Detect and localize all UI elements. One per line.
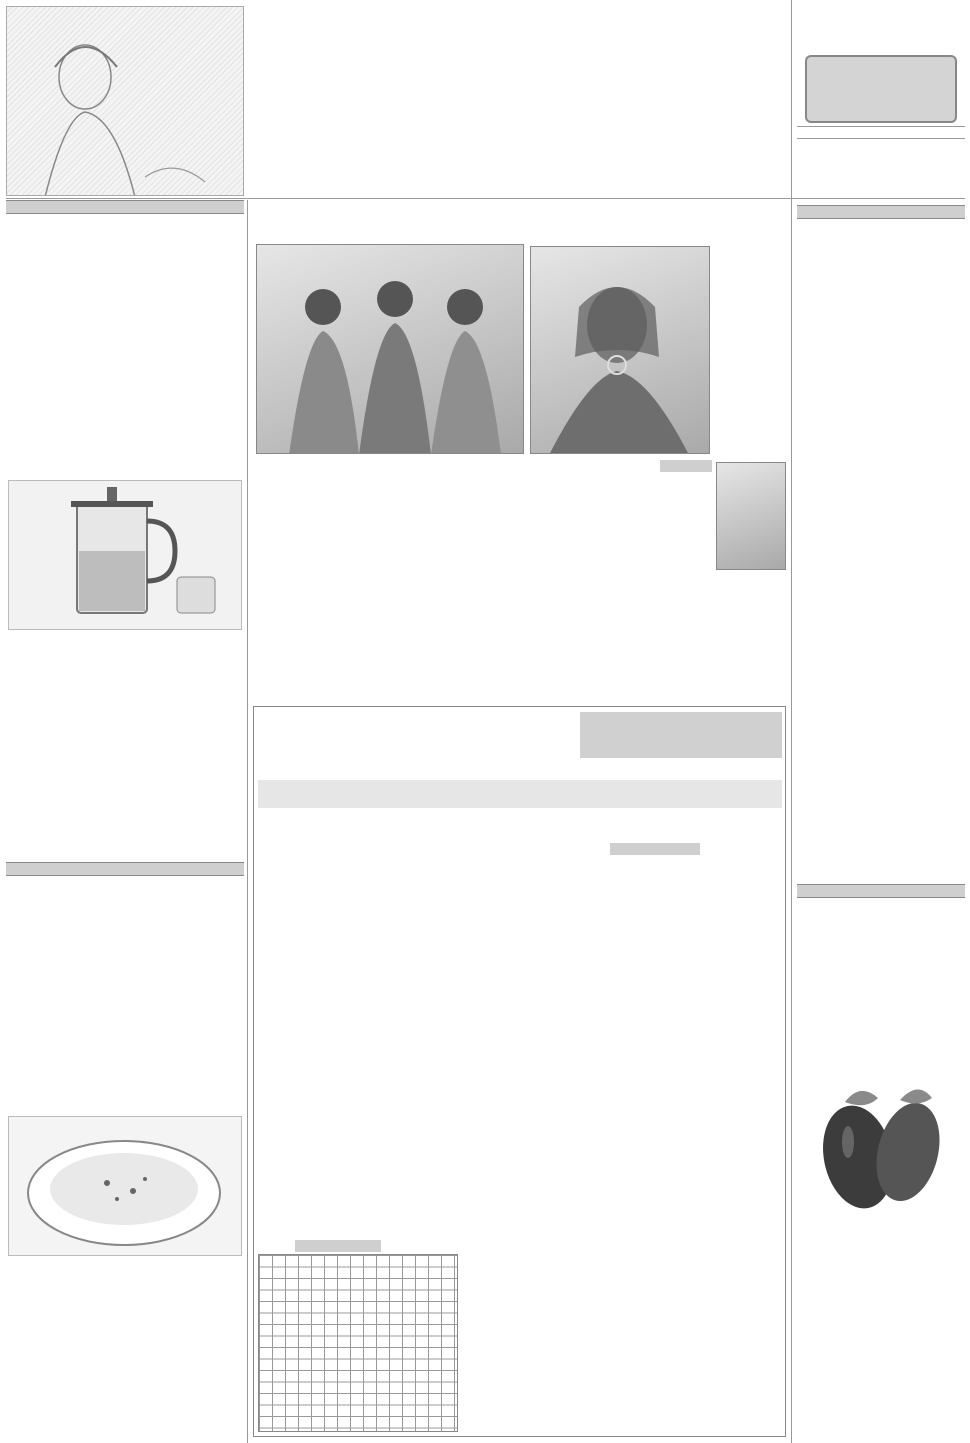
section-label-kitchen <box>6 862 244 876</box>
puzzle-label <box>610 843 700 855</box>
divider <box>6 198 965 199</box>
top-article-col1 <box>525 40 785 140</box>
crossword-grid[interactable] <box>283 866 571 1156</box>
article-title-eggplant <box>797 904 965 950</box>
article-body-eggplant <box>797 954 965 1050</box>
report-label <box>660 460 712 472</box>
crossword-title <box>580 712 782 758</box>
crossword-winner <box>580 760 782 776</box>
abgoosht-image <box>8 1116 242 1256</box>
caption-lehenga <box>715 575 787 695</box>
article-title-wooden <box>797 226 965 274</box>
article-body-frenchpress-2 <box>6 634 244 854</box>
down-clues <box>600 1278 782 1434</box>
woman-portrait-icon <box>6 7 243 196</box>
woman-portrait-icon <box>530 247 709 454</box>
site-urls <box>797 40 965 52</box>
indian-article-title <box>252 203 786 241</box>
down-clues-extra <box>520 1278 596 1434</box>
caption-sari <box>715 246 787 376</box>
section-label-khanedari <box>6 200 244 214</box>
portrait-sketch-image <box>6 6 244 196</box>
indian-article-col-a <box>520 462 656 538</box>
article-body-eggplant-tips <box>797 1220 965 1438</box>
across-clues-more <box>520 1160 782 1276</box>
article-title-frenchpress <box>6 222 244 246</box>
answer-label <box>295 1240 381 1252</box>
crossword-deadline <box>258 780 782 808</box>
grid-row-numbers <box>571 866 589 1156</box>
eggplant-image <box>800 1052 962 1216</box>
article-title-abgoosht <box>6 884 244 910</box>
answer-grid <box>258 1254 458 1432</box>
page-number <box>797 143 965 183</box>
three-women-photo <box>256 244 524 454</box>
across-clues <box>597 862 779 1154</box>
soup-bowl-icon <box>8 1117 241 1256</box>
frenchpress-icon <box>8 481 241 630</box>
section-label-nokteh <box>797 884 965 898</box>
grid-column-numbers <box>283 853 571 867</box>
article-body-abgoosht <box>6 914 244 1114</box>
top-article-col2b <box>255 154 517 194</box>
article-body-wooden <box>797 278 965 866</box>
issue-date <box>797 126 965 139</box>
section-label-khandani <box>797 205 965 219</box>
frenchpress-image <box>8 480 242 630</box>
column-divider <box>791 0 792 1443</box>
eggplant-icon <box>800 1052 962 1216</box>
article-body-abgoosht-2 <box>6 1260 244 1438</box>
indian-woman-photo <box>530 246 710 454</box>
crossword-intro <box>258 712 574 778</box>
lehenga-photo <box>716 462 786 570</box>
top-article-title <box>250 6 785 36</box>
brand-logo <box>805 55 957 123</box>
indian-article-col-a2 <box>520 540 710 686</box>
section-title <box>797 8 965 38</box>
top-article-col1b <box>525 142 785 194</box>
point-item <box>797 278 965 290</box>
article-body-frenchpress <box>6 250 244 476</box>
women-group-icon <box>256 245 523 454</box>
indian-article-col-b <box>256 462 514 692</box>
column-divider <box>247 200 248 1443</box>
top-article-col2 <box>255 40 517 152</box>
